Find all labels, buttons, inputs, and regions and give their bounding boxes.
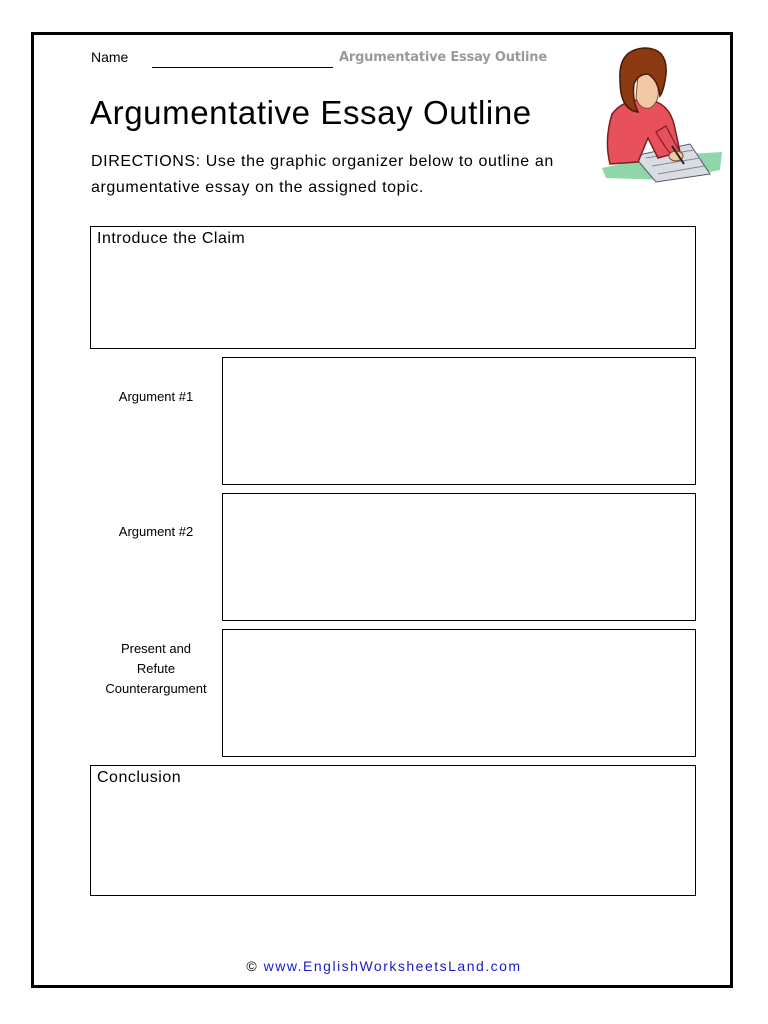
counterargument-box[interactable] [222, 629, 696, 757]
student-writing-icon [598, 40, 724, 186]
argument2-label: Argument #2 [118, 524, 194, 539]
website-link[interactable]: www.EnglishWorksheetsLand.com [263, 958, 522, 974]
directions-text: DIRECTIONS: Use the graphic organizer below to outline an argumentative essay on the assigned topic. [91, 153, 554, 196]
argument1-label: Argument #1 [118, 389, 194, 404]
claim-label: Introduce the Claim [97, 230, 246, 247]
copyright-symbol: © [246, 958, 259, 974]
argument2-box[interactable] [222, 493, 696, 621]
footer [0, 958, 768, 974]
counter-label-line: Present and [120, 641, 192, 656]
name-label: Name [91, 49, 129, 65]
claim-box[interactable] [90, 226, 696, 349]
header-small-title: Argumentative Essay Outline [339, 50, 547, 65]
page-title: Argumentative Essay Outline [90, 94, 532, 131]
conclusion-box[interactable] [90, 765, 696, 896]
argument1-box[interactable] [222, 357, 696, 485]
counterargument-label [91, 639, 221, 699]
counter-label-line: Refute [136, 661, 176, 676]
name-field-line[interactable] [152, 67, 333, 68]
counter-label-line: Counterargument [105, 681, 207, 696]
conclusion-label: Conclusion [97, 769, 182, 786]
